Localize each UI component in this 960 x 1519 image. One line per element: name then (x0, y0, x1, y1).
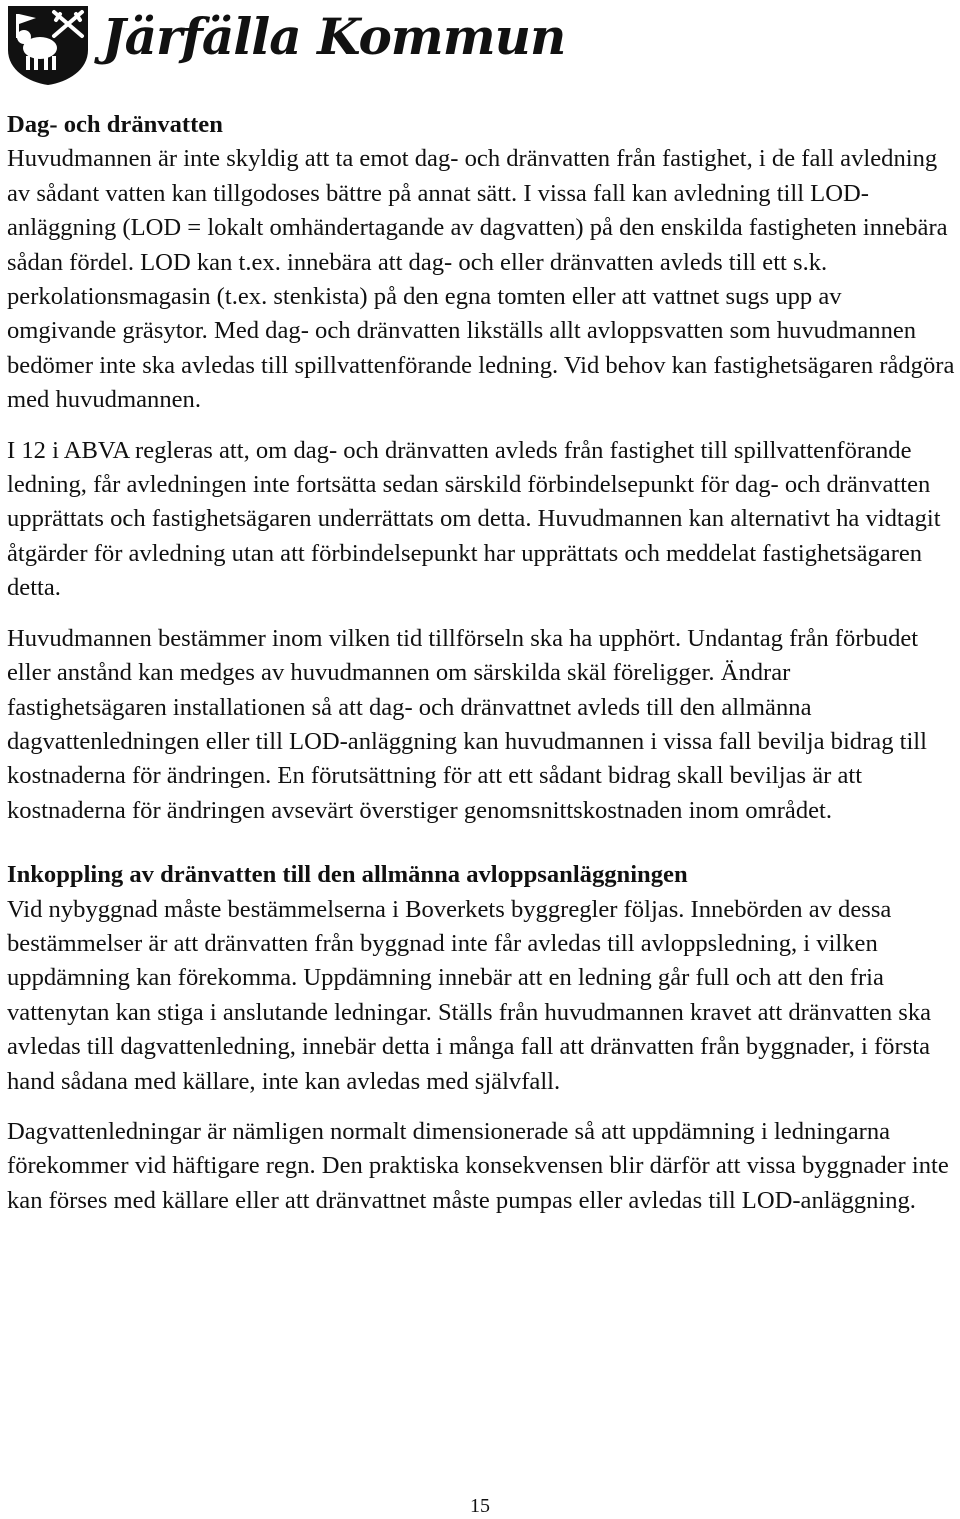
municipal-crest-logo (6, 4, 90, 86)
document-body (7, 108, 955, 1234)
section-inkoppling (7, 858, 955, 1099)
paragraph: Vid nybyggnad måste bestämmelserna i Boverkets byggregler följas. Innebörden av dessa bestämmelser är att dränvatten från byggnad inte får avledas till avloppsledning, i vilken uppdämning kan förekomma. Uppdämning innebär att en ledning går full och att den fria vattenytan kan stiga i anslutande ledningar. Ställs från huvudmannen kravet att dränvatten ska avledas till dagvattenledning, innebär detta i många fall att dränvatten från byggnader, i första hand sådana med källare, inte kan avledas med självfall. (7, 895, 932, 1095)
paragraph: I 12 i ABVA regleras att, om dag- och dränvatten avleds från fastighet till spillvattenförande ledning, får avledningen inte fortsätta sedan särskild förbindelsepunkt för dag- och dränvatten upprättats och fastighetsägaren underrättats om detta. Huvudmannen kan alternativt ha vidtagit åtgärder för avledning utan att förbindelsepunkt har upprättats och meddelat fastighetsägaren detta. (7, 436, 941, 602)
page-header (0, 0, 960, 95)
municipality-wordmark: Järfälla Kommun (102, 7, 566, 66)
section-heading: Dag- och dränvatten (7, 111, 223, 138)
section-heading: Inkoppling av dränvatten till den allmänna avloppsanläggningen (7, 861, 688, 889)
page-number: 15 (470, 1495, 490, 1517)
paragraph: Dagvattenledningar är nämligen normalt dimensionerade så att uppdämning i ledningarna förekommer vid häftigare regn. Den praktiska konsekvensen blir därför att vissa byggnader inte kan förses med källare eller att dränvattnet måste pumpas eller avledas till LOD-anläggning. (7, 1117, 949, 1214)
paragraph: Huvudmannen bestämmer inom vilken tid tillförseln ska ha upphört. Undantag från förbudet eller anstånd kan medges av huvudmannen om särskilda skäl föreligger. Ändrar fastighetsägaren installationen så att dag- och dränvattnet avleds till den allmänna dagvattenledningen eller till LOD-anläggning kan huvudmannen i vissa fall bevilja bidrag till kostnaderna för ändringen. En förutsättning för att ett sådant bidrag skall beviljas är att kostnaderna för ändringen avsevärt överstiger genomsnittskostnaden inom området. (7, 624, 927, 824)
paragraph: Huvudmannen är inte skyldig att ta emot dag- och dränvatten från fastighet, i de fall avledning av sådant vatten kan tillgodoses bättre på annat sätt. I vissa fall kan avledning till LOD-anläggning (LOD = lokalt omhändertagande av dagvatten) på den enskilda fastigheten innebära sådan fördel. LOD kan t.ex. innebära att dag- och eller dränvatten avleds till ett s.k. perkolationsmagasin (t.ex. stenkista) på den egna tomten eller att vattnet sugs upp av omgivande gräsytor. Med dag- och dränvatten likställs allt avloppsvatten som huvudmannen bedömer inte ska avledas till spillvattenförande ledning. Vid behov kan fastighetsägaren rådgöra med huvudmannen. (7, 145, 955, 414)
section-dagvatten (7, 108, 955, 418)
